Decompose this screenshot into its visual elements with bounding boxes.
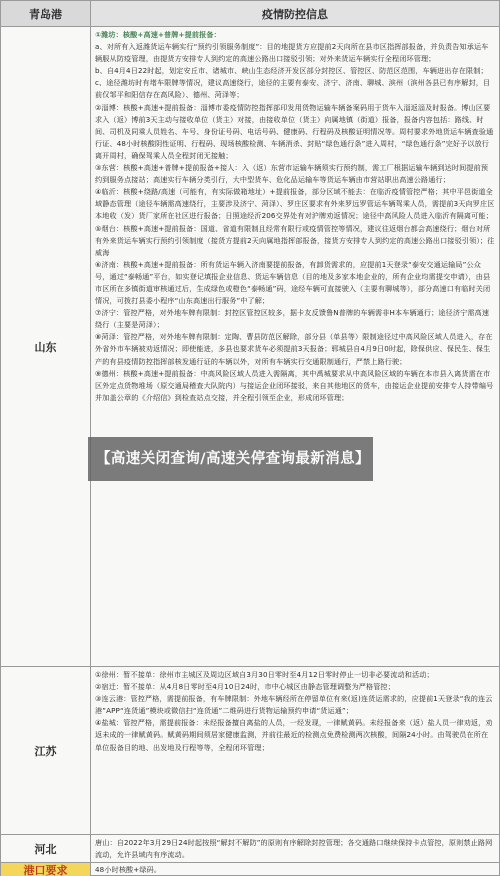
region-header: 青岛港: [1, 1, 91, 27]
province-label: 江苏: [1, 667, 91, 834]
paragraph: 唐山：自2022年3月29日24时起按照“解封不解防”的原则有序解除封控管理；各交通路口继续保持卡点管控，原则禁止路网流动，允许县域内有序流动。: [95, 838, 493, 860]
paragraph: ③东营：核酸+高速+普牌+提前报备+接人：入（返）东营市运输车辆须实行预约制，需工厂根据运输车辆到达时间提前预约到服务点接站；高速实行车辆分类引行，大中型货车、危化品运输车等货运车辆由市营站职出高速公路通行；: [95, 163, 489, 185]
paragraph: ⑧菏泽：管控严格，对外地车牌有限制：定陶、曹县防范区解除，部分县（单县等）限制途径过中高风险区域人员进入，存在外省外市车辆被劝返情况；即使能进，多县也要求货车必须提前3天报备；郓城县自4月9日0时起，除保供应、保民生、保生产的有县疫情防控指挥部核发通行证的车辆以外，对所有车辆实行交通限制通行，严禁上路行驶；: [95, 332, 493, 366]
headline-text: 【高速关闭查询/高速关停查询最新消息】: [96, 451, 370, 467]
province-row-jiangsu: [1, 667, 499, 835]
province-label: 山东: [1, 27, 91, 666]
paragraph: ③连云港：管控严格，需提前报备，有车牌限制：外地车辆经所在停留单位有来(返)连货运需求的，应提前1天登录“我的连云港”APP“连货通”模块或微信扫“连货通”二维码进行货物运输预约申请“货运通”；: [95, 694, 493, 716]
paragraph: ⑥济南：核酸+高速+提前报备：所有货运车辆入济南要提前报备，有卸货需求的，应提前1天登录“泰安交通运输局”公众号，通过“泰畅通”平台，如实登记填报企业信息、货运车辆信息（目的地及多家本地企业的，所有企业均需提交申请），由县市区所在多镇街道审核通过后，生成绿色或橙色“泰畅通”码，途经车辆可直接驶入（主要有聊城等），部分高速口有临时关闭情况，可拨打县委小程序“山东高速出行服务”中了解；: [95, 259, 491, 306]
province-row-shandong: [1, 27, 499, 667]
province-content: [91, 27, 499, 666]
paragraph: ④临沂：核酸+绕路/高速（可能有，有实际做箱地址）+提前报备，部分区域不能去：在临沂疫情管控严格；其中平邑街道全域静态管理（途径车辆需高速绕行，主要涉及济宁、菏泽）、罗庄区要求有外来罗远罗管运车辆驾乘人员，需提前3天向罗庄区本地收（发）货厂家所在社区进行报备；日照途经沂206交界处有对沪牌劝返情况；途径中高风险人员进入临沂有隔离可能；: [95, 187, 495, 221]
headline-overlay[interactable]: [88, 437, 373, 481]
port-requirement-content: [91, 863, 499, 876]
paragraph: ⑨德州：核酸+高速+提前报备：中高风险区域人员进入需隔离，其中禹城要求从中高风险区域的车辆在本市县入离货需在市区外定点货物堆场（原交通局稽查大队院内）与接运企业闭环接驳，来自其他地区的货车，由接运企业提前安排专人持带编号并加盖公章的《介绍信》到检查站点交接，并全程引领至企业，形成闭环管理；: [95, 368, 494, 402]
paragraph: ①徐州：暂不接单：徐州市主城区及周边区域自3月30日零时至4月12日零时停止一切非必要流动和活动；: [95, 670, 434, 679]
paragraph: a、对所有入返潍货运车辆实行“预约引领服务制度”：目的地提货方应提前2天向所在县市区指挥部报备，并负责告知承运车辆服从防疫管理，由提货方安排专人到约定的高速公路出口接驳引领；对外来货运车辆实行全程闭环管理；: [95, 42, 489, 64]
province-content: [91, 667, 499, 834]
province-label: 河北: [1, 835, 91, 862]
paragraph: c、途径潍坊时有堵车限牌等情况，建议高速绕行，途径的主要有泰安、济宁、济南、聊城、滨州（滨州各县已有序解封，目前仅邹平和阳信存在高风险）、德州、菏泽等；: [95, 78, 491, 100]
paragraph: 48小时核酸+绿码。: [95, 865, 162, 874]
info-title-header: 疫情防控信息: [91, 1, 499, 27]
paragraph: ②宿迁：暂不接单：从4月8日零时至4月10日24时，市中心城区由静态管理调整为严格管控；: [95, 682, 395, 692]
paragraph: ②淄博：核酸+高速+提前报备：淄博市委疫情防控指挥部印发用货物运输车辆备案码用于货车入淄返淄及时报备。博山区要求入（返）博前3天主动与接收单位（货主）对接，由接收单位（货主）向属地镇（街道）报备，报备内容包括：路线、时间、司机及同乘人员姓名、车号、身份证号码、电话号码、健康码、行程码及核酸证明情况等。周村要求外地货运车辆查验通行证、48小时核酸阴性证明、行程码、现场核酸检测、车辆消杀、封贴“绿色通行条”进入周村，“绿色通行条”完好予以放行离开周村，确保驾乘人员全程封闭无接触；: [95, 102, 494, 160]
paragraph: ⑦济宁：管控严格，对外地车牌有限制：封控区管控区较多，据卡友反馈鲁N普牌的车辆需非H本车辆通行；途径济宁需高速绕行（主要是菏泽）；: [95, 308, 490, 330]
port-requirement-label: 港口要求: [1, 863, 91, 876]
paragraph: ①潍坊：核酸+高速+普牌+提前报备：: [95, 30, 221, 39]
port-requirement-row: [1, 863, 499, 876]
paragraph: ④盐城：管控严格，需提前报备：未经报备擅自离盐的人员，一经发现，一律赋黄码。未经报备来（返）盐人员一律劝返，劝返未成的一律赋黄码。赋黄码期间须居家健康监测，并前往最近的检测点免费检测两次核酸，间隔24小时。由驾驶员在所在单位报备目的地、出发地及行程等等，全程闭环管理；: [95, 718, 493, 752]
province-row-hebei: [1, 835, 499, 863]
paragraph: b、自4月4日22时起，划定安丘市、诸城市、峡山生态经济开发区部分封控区、管控区、防范区范围，车辆进出存在限制；: [95, 66, 488, 76]
table-header: [1, 1, 499, 27]
paragraph: ⑤烟台：核酸+高速+提前报备：国道、省道有限制且经常有限行或疫情管控等情况，建议往返烟台都会高速绕行；烟台对所有外来货运车辆实行预约引领制度（接货方提前2天向属地指挥部报备，接货方安排专人到约定的高速公路出口接驳引领）；往威海: [95, 223, 495, 257]
province-content: [91, 835, 499, 862]
